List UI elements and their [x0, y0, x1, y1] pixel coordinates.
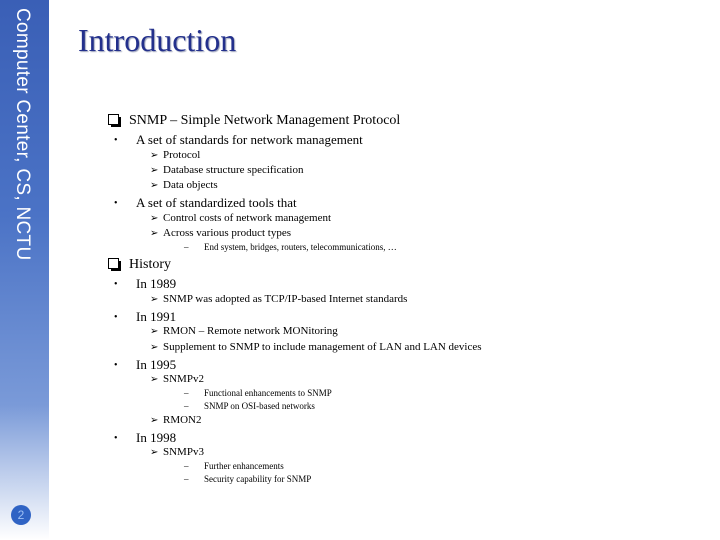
slide-title: Introduction: [78, 22, 237, 58]
dash-bullet-icon: –: [184, 461, 189, 471]
list-item: ➢ RMON – Remote network MONitoring: [150, 325, 338, 337]
list-item: • In 1998: [114, 430, 177, 445]
page-number-badge: 2: [11, 505, 31, 525]
arrow-bullet-icon: ➢: [150, 415, 159, 426]
dot-bullet-icon: •: [114, 312, 118, 323]
dot-bullet-icon: •: [114, 433, 118, 444]
list-item: ➢ RMON2: [150, 414, 202, 426]
arrow-bullet-icon: ➢: [150, 165, 159, 176]
arrow-bullet-icon: ➢: [150, 342, 159, 353]
list-item: – End system, bridges, routers, telecommunications, …: [184, 242, 397, 252]
dot-bullet-icon: •: [114, 135, 118, 146]
arrow-bullet-icon: ➢: [150, 374, 159, 385]
list-item: • A set of standards for network management: [114, 132, 363, 147]
sidebar-title: Computer Center, CS, NCTU: [12, 8, 33, 261]
list-item: – Security capability for SNMP: [184, 474, 312, 484]
list-item: History: [108, 258, 171, 272]
list-item: • A set of standardized tools that: [114, 195, 297, 210]
arrow-bullet-icon: ➢: [150, 228, 159, 239]
dash-bullet-icon: –: [184, 388, 189, 398]
list-item: ➢ Control costs of network management: [150, 212, 332, 224]
dash-bullet-icon: –: [184, 474, 189, 484]
list-item: ➢ Database structure specification: [150, 164, 304, 176]
list-item: ➢ SNMPv2: [150, 373, 204, 385]
list-item: ➢ Supplement to SNMP to include management of LAN and LAN devices: [150, 341, 482, 353]
arrow-bullet-icon: ➢: [150, 294, 159, 305]
arrow-bullet-icon: ➢: [150, 150, 159, 161]
list-item: – Further enhancements: [184, 461, 284, 471]
list-item: ➢ SNMPv3: [150, 446, 204, 458]
dash-bullet-icon: –: [184, 242, 189, 252]
checkbox-bullet-icon: [108, 114, 119, 125]
list-item: ➢ SNMP was adopted as TCP/IP-based Internet standards: [150, 293, 408, 305]
list-item: • In 1991: [114, 309, 177, 324]
list-item: SNMP – Simple Network Management Protocol: [108, 114, 400, 128]
dot-bullet-icon: •: [114, 360, 118, 371]
arrow-bullet-icon: ➢: [150, 180, 159, 191]
list-item: ➢ Data objects: [150, 179, 218, 191]
dash-bullet-icon: –: [184, 401, 189, 411]
arrow-bullet-icon: ➢: [150, 447, 159, 458]
sidebar: [0, 0, 49, 540]
list-item: • In 1995: [114, 357, 177, 372]
dot-bullet-icon: •: [114, 279, 118, 290]
dot-bullet-icon: •: [114, 198, 118, 209]
list-item: ➢ Protocol: [150, 149, 201, 161]
list-item: – Functional enhancements to SNMP: [184, 388, 332, 398]
list-item: – SNMP on OSI-based networks: [184, 401, 315, 411]
list-item: • In 1989: [114, 276, 177, 291]
arrow-bullet-icon: ➢: [150, 213, 159, 224]
list-item: ➢ Across various product types: [150, 227, 292, 239]
checkbox-bullet-icon: [108, 258, 119, 269]
arrow-bullet-icon: ➢: [150, 326, 159, 337]
